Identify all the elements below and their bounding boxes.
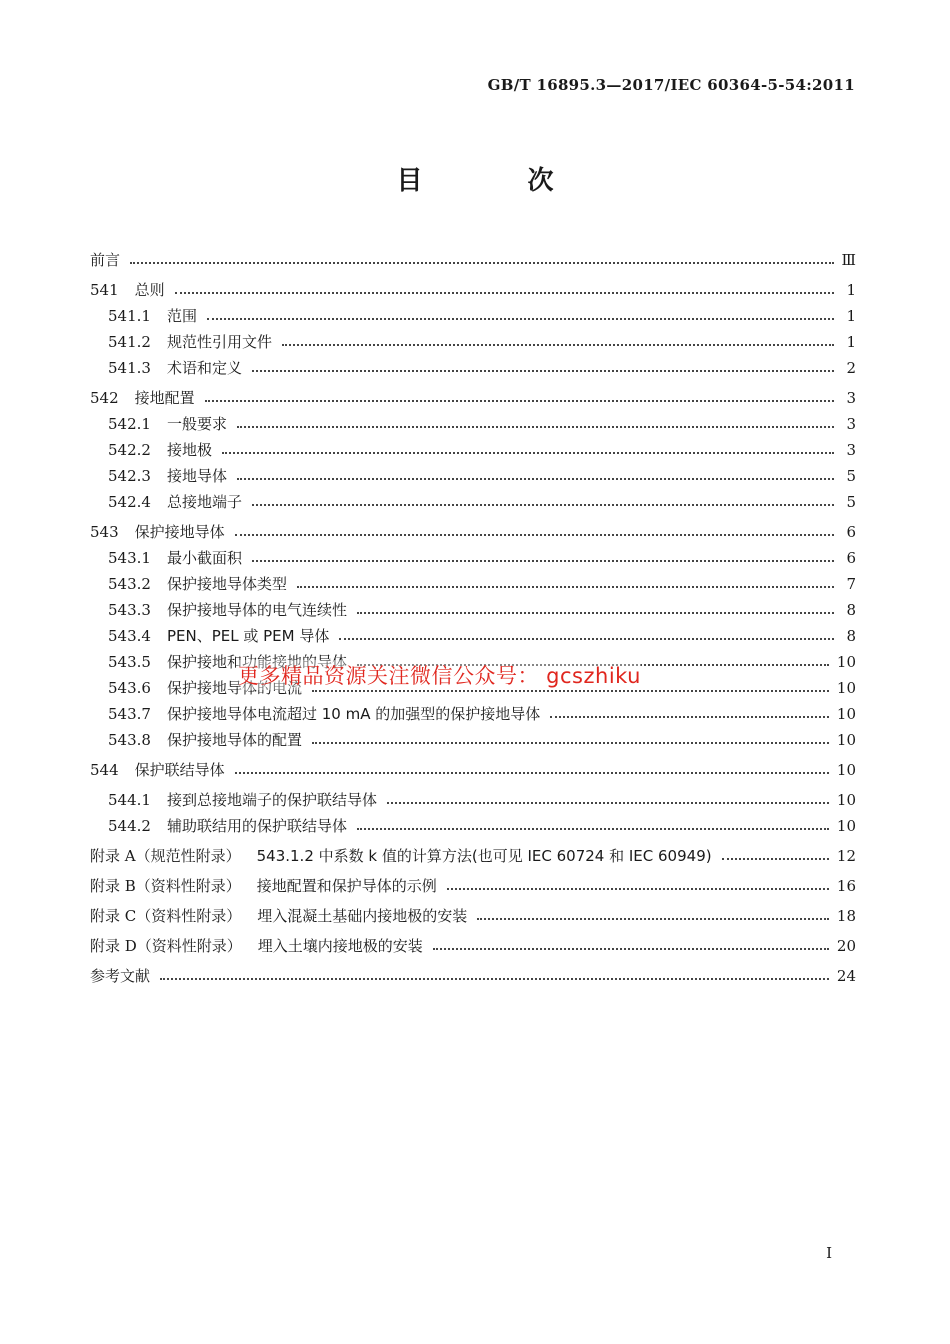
toc-leader-dots <box>235 772 829 774</box>
toc-leader-dots <box>722 858 829 860</box>
toc-leader-dots <box>550 716 829 718</box>
toc-entry[interactable] <box>90 541 856 567</box>
toc-entry[interactable] <box>90 593 856 619</box>
toc-entry-label: 规范性引用文件 <box>166 333 272 351</box>
toc-entry-label: 保护接地导体电流超过 10 mA 的加强型的保护接地导体 <box>166 705 541 723</box>
toc-entry[interactable] <box>90 243 856 269</box>
toc-entry[interactable] <box>90 869 856 895</box>
toc-leader-dots <box>175 292 834 294</box>
toc-leader-dots <box>447 888 829 890</box>
toc-entry-page: 10 <box>836 705 856 723</box>
toc-leader-dots <box>237 426 834 428</box>
toc-entry-number: 附录 D（资料性附录） <box>90 937 242 955</box>
toc-entry-number: 541.1 <box>108 307 151 325</box>
toc-leader-dots <box>433 948 829 950</box>
toc-leader-dots <box>282 344 834 346</box>
toc-entry-label: PEN、PEL 或 PEM 导体 <box>166 627 330 645</box>
toc-entry-number: 542.4 <box>108 493 151 511</box>
toc-entry-label: 543.1.2 中系数 k 值的计算方法(也可见 IEC 60724 和 IEC 60949) <box>256 847 712 865</box>
toc-entry-number: 542.1 <box>108 415 151 433</box>
toc-leader-dots <box>357 828 829 830</box>
toc-entry-page: 20 <box>836 937 856 955</box>
toc-entry-page: 1 <box>846 307 856 325</box>
toc-entry[interactable] <box>90 959 856 985</box>
toc-entry-number: 541.3 <box>108 359 151 377</box>
page-number: I <box>826 1244 832 1262</box>
toc-leader-dots <box>252 504 834 506</box>
toc-entry-number: 543.3 <box>108 601 151 619</box>
toc-entry[interactable] <box>90 407 856 433</box>
toc-entry-page: 8 <box>846 601 856 619</box>
toc-entry-page: 3 <box>846 441 856 459</box>
toc-leader-dots <box>130 262 834 264</box>
toc-leader-dots <box>387 802 829 804</box>
toc-entry-page: Ⅲ <box>841 251 856 269</box>
toc-entry[interactable] <box>90 723 856 749</box>
toc-entry-label: 埋入土壤内接地极的安装 <box>257 937 423 955</box>
toc-entry-page: 10 <box>836 653 856 671</box>
toc-leader-dots <box>339 638 834 640</box>
toc-entry[interactable] <box>90 433 856 459</box>
toc-entry-page: 10 <box>836 731 856 749</box>
toc-leader-dots <box>237 478 834 480</box>
toc-entry-number: 543.4 <box>108 627 151 645</box>
toc-entry[interactable] <box>90 299 856 325</box>
toc-entry-number: 542.3 <box>108 467 151 485</box>
toc-entry-page: 1 <box>846 333 856 351</box>
toc-entry[interactable] <box>90 899 856 925</box>
toc-entry-page: 12 <box>836 847 856 865</box>
toc-entry[interactable] <box>90 459 856 485</box>
toc-entry-page: 2 <box>846 359 856 377</box>
toc-entry-number: 附录 A（规范性附录） <box>90 847 241 865</box>
toc-entry-label: 接地导体 <box>166 467 227 485</box>
standard-code: GB/T 16895.3—2017/IEC 60364-5-54:2011 <box>487 76 855 94</box>
toc-entry-page: 10 <box>836 817 856 835</box>
toc-entry-page: 3 <box>846 389 856 407</box>
toc-entry-label: 最小截面积 <box>166 549 242 567</box>
toc-entry-label: 接到总接地端子的保护联结导体 <box>166 791 377 809</box>
toc-leader-dots <box>357 612 834 614</box>
toc-entry-number: 543 <box>90 523 119 541</box>
toc-entry-number: 543.7 <box>108 705 151 723</box>
toc-entry-page: 10 <box>836 761 856 779</box>
toc-entry[interactable] <box>90 273 856 299</box>
toc-entry-page: 16 <box>836 877 856 895</box>
toc-entry-page: 10 <box>836 679 856 697</box>
toc-entry-label: 保护接地导体的电流 <box>166 679 302 697</box>
watermark-text: 更多精品资源关注微信公众号： gcszhiku <box>238 660 641 690</box>
toc-entry-page: 18 <box>836 907 856 925</box>
toc-entry-number: 541.2 <box>108 333 151 351</box>
toc-entry-label: 保护联结导体 <box>134 761 225 779</box>
toc-entry-number: 541 <box>90 281 119 299</box>
toc-entry[interactable] <box>90 381 856 407</box>
toc-entry-label: 保护接地导体类型 <box>166 575 287 593</box>
toc-entry-number: 543.5 <box>108 653 151 671</box>
toc-entry-number: 544.2 <box>108 817 151 835</box>
toc-entry-label: 前言 <box>90 251 121 269</box>
toc-entry-label: 保护接地和功能接地的导体 <box>166 653 347 671</box>
toc-entry-number: 542 <box>90 389 119 407</box>
toc-entry-label: 保护接地导体的电气连续性 <box>166 601 347 619</box>
toc-entry-page: 5 <box>846 493 856 511</box>
toc-entry[interactable] <box>90 783 856 809</box>
toc-entry-page: 10 <box>836 791 856 809</box>
toc-entry-label: 保护接地导体 <box>134 523 225 541</box>
toc-entry-label: 保护接地导体的配置 <box>166 731 302 749</box>
toc-entry[interactable] <box>90 753 856 779</box>
toc-entry-number: 543.2 <box>108 575 151 593</box>
toc-entry[interactable] <box>90 515 856 541</box>
toc-entry[interactable] <box>90 567 856 593</box>
toc-entry-number: 543.8 <box>108 731 151 749</box>
toc-entry[interactable] <box>90 697 856 723</box>
toc-leader-dots <box>205 400 834 402</box>
toc-leader-dots <box>312 690 829 692</box>
toc-entry-page: 5 <box>846 467 856 485</box>
toc-entry-page: 24 <box>836 967 856 985</box>
toc-entry-page: 7 <box>846 575 856 593</box>
toc-entry-page: 1 <box>846 281 856 299</box>
toc-leader-dots <box>252 370 834 372</box>
toc-entry[interactable] <box>90 809 856 835</box>
toc-entry-number: 544.1 <box>108 791 151 809</box>
toc-leader-dots <box>207 318 834 320</box>
toc-entry-label: 埋入混凝土基础内接地极的安装 <box>257 907 468 925</box>
toc-entry-number: 544 <box>90 761 119 779</box>
toc-entry-page: 6 <box>846 523 856 541</box>
toc-entry-label: 接地极 <box>166 441 212 459</box>
toc-entry-page: 6 <box>846 549 856 567</box>
toc-entry-label: 一般要求 <box>166 415 227 433</box>
toc-entry-label: 范围 <box>166 307 197 325</box>
toc-entry-number: 543.1 <box>108 549 151 567</box>
toc-entry-label: 接地配置 <box>134 389 195 407</box>
toc-leader-dots <box>160 978 829 980</box>
toc-entry[interactable] <box>90 485 856 511</box>
toc-entry-number: 附录 C（资料性附录） <box>90 907 242 925</box>
toc-leader-dots <box>312 742 829 744</box>
toc-entry-label: 参考文献 <box>90 967 151 985</box>
toc-leader-dots <box>477 918 829 920</box>
toc-entry-number: 543.6 <box>108 679 151 697</box>
toc-entry[interactable] <box>90 351 856 377</box>
toc-entry[interactable] <box>90 325 856 351</box>
toc-entry-page: 8 <box>846 627 856 645</box>
toc-leader-dots <box>252 560 834 562</box>
toc-entry-label: 总接地端子 <box>166 493 242 511</box>
toc-entry-label: 总则 <box>134 281 165 299</box>
toc-leader-dots <box>222 452 834 454</box>
toc-entry-label: 辅助联结用的保护联结导体 <box>166 817 347 835</box>
toc-leader-dots <box>297 586 834 588</box>
toc-entry[interactable] <box>90 839 856 865</box>
toc-leader-dots <box>235 534 834 536</box>
toc-entry[interactable] <box>90 619 856 645</box>
toc-entry-number: 附录 B（资料性附录） <box>90 877 241 895</box>
toc-entry-label: 接地配置和保护导体的示例 <box>256 877 437 895</box>
toc-entry-label: 术语和定义 <box>166 359 242 377</box>
toc-entry-page: 3 <box>846 415 856 433</box>
page-title: 目 次 <box>396 166 602 196</box>
toc-entry[interactable] <box>90 929 856 955</box>
toc-entry-number: 542.2 <box>108 441 151 459</box>
